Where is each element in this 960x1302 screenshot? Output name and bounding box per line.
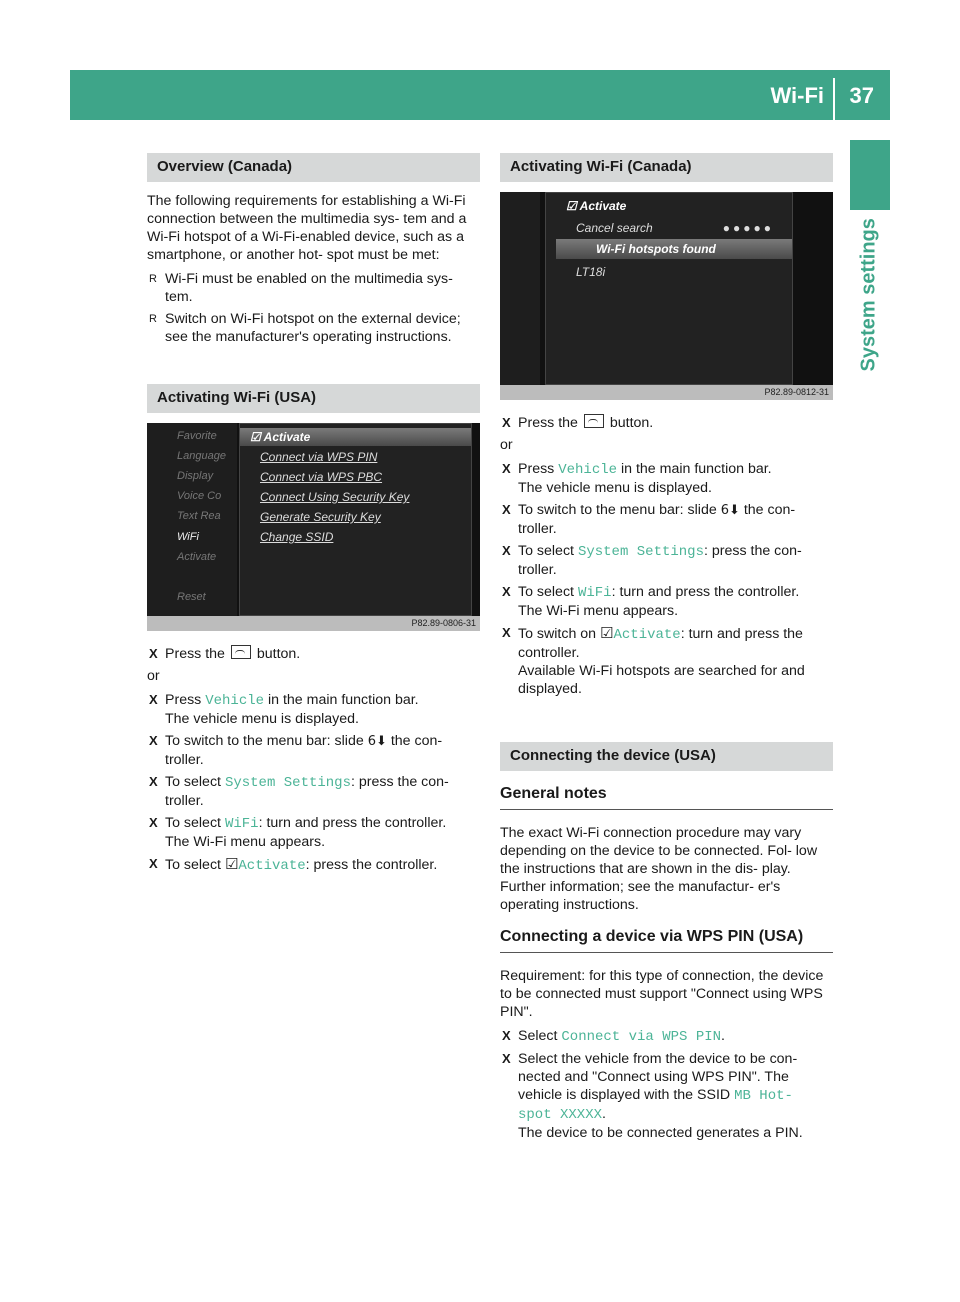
list-item: X Select Connect via WPS PIN. (502, 1028, 725, 1045)
list-item: X Press the button. (502, 415, 654, 431)
screen-image-usa (147, 423, 480, 631)
step-arrow-icon: X (149, 815, 158, 830)
step-arrow-icon: X (149, 733, 158, 748)
bullet-icon: R (149, 273, 157, 285)
progress-dots-icon: ●●●●● (722, 221, 774, 235)
screen-caption: P82.89-0812-31 (500, 385, 833, 400)
step-arrow-icon: X (149, 856, 158, 871)
side-tab (850, 140, 890, 372)
heading-wps-pin: Connecting a device via WPS PIN (USA) (500, 928, 833, 953)
step-arrow-icon: X (502, 543, 511, 558)
step-arrow-icon: X (502, 1028, 511, 1043)
header-divider (833, 78, 835, 120)
screen-item: Wi-Fi hotspots found (596, 242, 716, 256)
steps-list-wps (500, 1027, 833, 1142)
page-number: 37 (849, 83, 874, 108)
heading-activating-usa: Activating Wi-Fi (USA) (147, 384, 480, 413)
controller-slide-icon: 6⬇ (367, 734, 387, 749)
screen-main-menu (239, 423, 472, 616)
bullet-icon: R (149, 313, 157, 325)
header-bar (70, 70, 890, 120)
step-arrow-icon: X (149, 646, 158, 661)
wps-requirement-text: Requirement: for this type of connection, the device to be connected must support "Connect using WPS PIN". (500, 968, 824, 1020)
screen-item: Favorite (177, 430, 217, 442)
screen-caption: P82.89-0806-31 (147, 616, 480, 631)
screen-left-menu (500, 192, 540, 385)
list-item: X Select the vehicle from the device to be con- nected and "Connect using WPS PIN". The vehicle is displayed with the SSID MB Hot‐ spot XXXXX. The device to be connected generates a PIN. (502, 1051, 803, 1141)
step-arrow-icon: X (502, 502, 511, 517)
step-arrow-icon: X (502, 461, 511, 476)
step-arrow-icon: X (149, 692, 158, 707)
list-item: X To select ☑Activate: press the controller. (149, 855, 438, 874)
screen-item: Text Rea (177, 510, 221, 522)
screen-item: Change SSID (260, 530, 334, 544)
list-item: X To select System Settings: press the con- troller. (149, 774, 449, 809)
screen-item: Connect via WPS PBC (260, 470, 383, 484)
list-item: X To switch to the menu bar: slide 6⬇ the con- troller. (149, 733, 443, 768)
screen-item: Generate Security Key (260, 510, 381, 524)
screen-item: WiFi (177, 531, 199, 543)
heading-general-notes: General notes (500, 785, 833, 810)
screen-item: Connect Using Security Key (260, 490, 410, 504)
list-item: R Wi-Fi must be enabled on the multimedia sys- tem. (149, 271, 453, 305)
checkbox-icon: ☑ (224, 855, 239, 873)
controller-slide-icon: 6⬇ (720, 503, 740, 518)
list-item: X To select WiFi: turn and press the controller. The Wi-Fi menu appears. (149, 815, 447, 850)
right-column (500, 153, 833, 1146)
left-column (147, 153, 480, 879)
screen-item: ☑ Activate (566, 199, 627, 213)
heading-connecting-usa: Connecting the device (USA) (500, 742, 833, 771)
step-arrow-icon: X (502, 1051, 511, 1066)
screen-item: LT18i (576, 265, 606, 279)
steps-list-canada (500, 414, 833, 432)
list-item: X To switch to the menu bar: slide 6⬇ the con- troller. (502, 502, 796, 537)
list-item: X Press Vehicle in the main function bar. The vehicle menu is displayed. (149, 692, 419, 727)
step-arrow-icon: X (502, 625, 511, 640)
general-notes-text: The exact Wi-Fi connection procedure may vary depending on the device to be connected. Fol- low the instructions that are shown in the dis- play. Further information; see the manufactur- er's operating instructions. (500, 825, 818, 913)
screen-item: Activate (177, 551, 217, 563)
overview-intro: The following requirements for establishing a Wi-Fi connection between the multimedia sys- tem and a Wi-Fi hotspot of a Wi-Fi-enabled device, such as a smartphone, or another hot- spot must be met: (147, 193, 467, 263)
screen-item: Language (177, 450, 226, 462)
screen-item: Display (177, 470, 214, 482)
step-arrow-icon: X (502, 415, 511, 430)
side-tab-marker (850, 140, 890, 210)
steps-list-usa-2 (147, 691, 480, 875)
heading-overview-canada: Overview (Canada) (147, 153, 480, 182)
step-arrow-icon: X (149, 774, 158, 789)
list-item: X To select WiFi: turn and press the controller. The Wi-Fi menu appears. (502, 584, 800, 619)
section-title: Wi-Fi (770, 83, 824, 108)
list-item: X Press the button. (149, 646, 301, 662)
or-text: or (500, 437, 513, 453)
or-text: or (147, 668, 160, 684)
screen-item: Connect via WPS PIN (260, 450, 378, 464)
vehicle-button-icon (231, 645, 251, 659)
screen-image-canada (500, 192, 833, 400)
screen-main-menu (545, 192, 793, 385)
list-item: X Press Vehicle in the main function bar. The vehicle menu is displayed. (502, 461, 772, 496)
steps-list-canada-2 (500, 460, 833, 698)
vehicle-button-icon (584, 414, 604, 428)
step-arrow-icon: X (502, 584, 511, 599)
checkbox-icon: ☑ (600, 624, 614, 642)
steps-list-usa (147, 645, 480, 663)
list-item: X To switch on ☑Activate: turn and press the controller. Available Wi-Fi hotspots are searched for and displayed. (502, 624, 805, 697)
screen-left-menu (147, 423, 237, 616)
heading-activating-canada: Activating Wi-Fi (Canada) (500, 153, 833, 182)
requirements-list (147, 270, 480, 346)
side-tab-label: System settings (857, 218, 880, 372)
screen-item: Voice Co (177, 490, 222, 502)
list-item: R Switch on Wi-Fi hotspot on the external device; see the manufacturer's operating instructions. (149, 311, 461, 345)
screen-item: ☑ Activate (250, 430, 311, 444)
screen-item: Reset (177, 591, 206, 603)
screen-item: Cancel search (576, 221, 653, 235)
list-item: X To select System Settings: press the con- troller. (502, 543, 802, 578)
